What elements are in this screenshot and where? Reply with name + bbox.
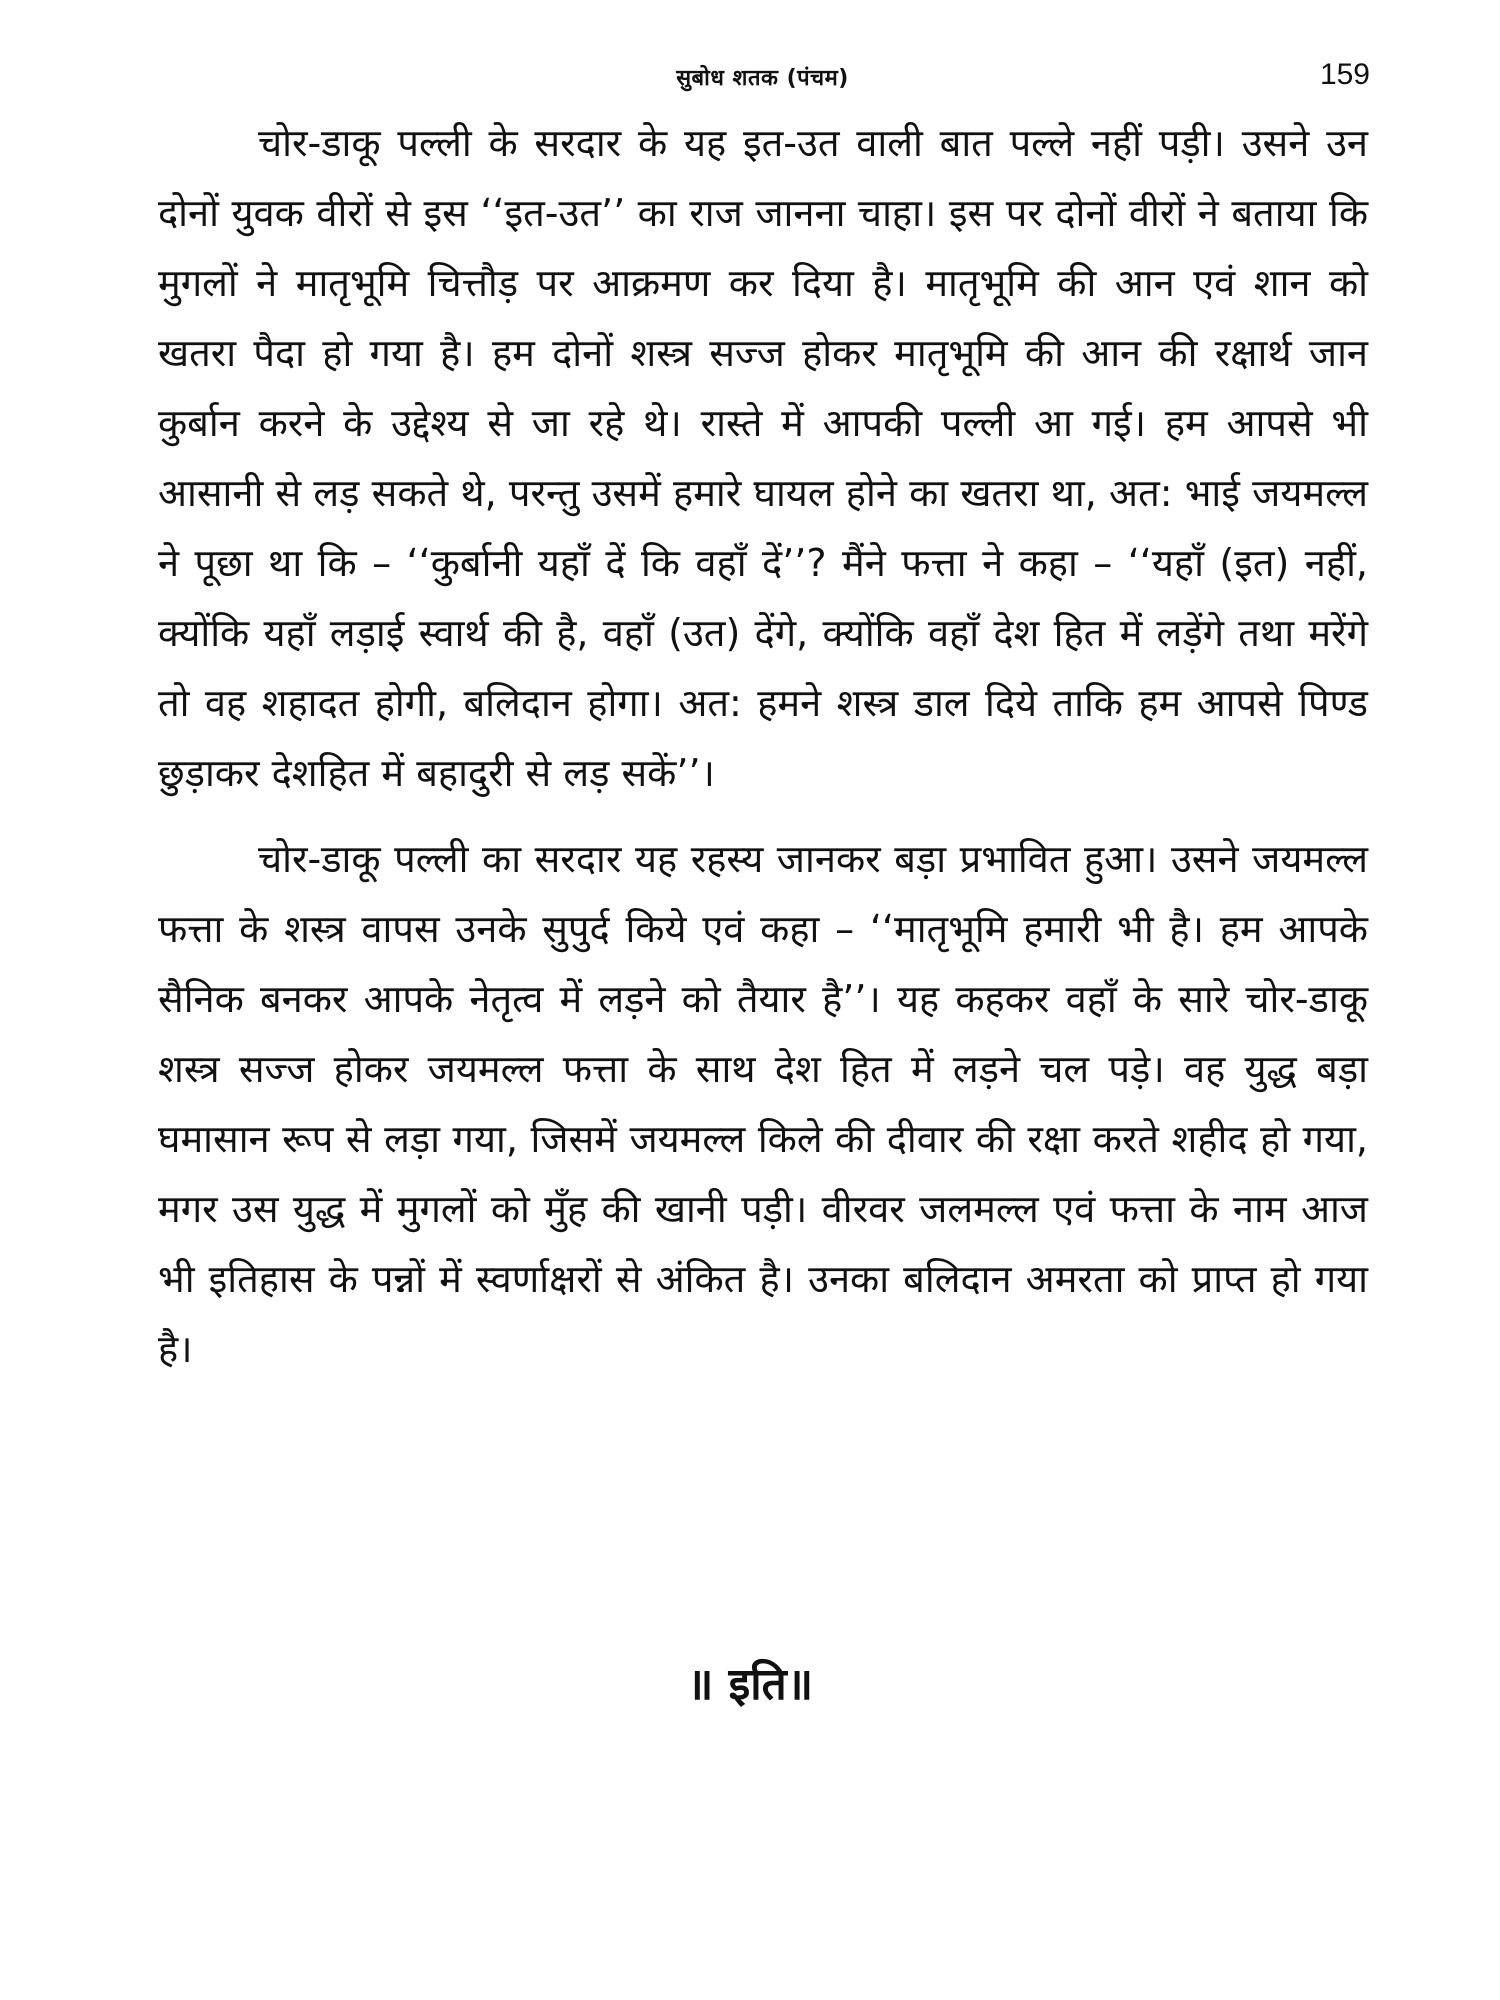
page-number: 159: [1319, 58, 1370, 91]
end-mark: ॥ इति॥: [686, 1659, 814, 1710]
body-text: [158, 108, 1368, 1384]
running-header: [155, 58, 1370, 98]
paragraph: चोर-डाकू पल्ली का सरदार यह रहस्य जानकर बड़ा प्रभावित हुआ। उसने जयमल्ल फत्ता के शस्त्र वापस उनके सुपुर्द किये एवं कहा – ‘‘मातृभूमि हमारी भी है। हम आपके सैनिक बनकर आपके नेतृत्व में लड़ने को तैयार है’’। यह कहकर वहाँ के सारे चोर-डाकू शस्त्र सज्ज होकर जयमल्ल फत्ता के साथ देश हित में लड़ने चल पड़े। वह युद्ध बड़ा घमासान रूप से लड़ा गया, जिसमें जयमल्ल किले की दीवार की रक्षा करते शहीद हो गया, मगर उस युद्ध में मुगलों को मुँह की खानी पड़ी। वीरवर जलमल्ल एवं फत्ता के नाम आज भी इतिहास के पन्नों में स्वर्णाक्षरों से अंकित है। उनका बलिदान अमरता को प्राप्त हो गया है।: [158, 837, 1368, 1371]
paragraph: चोर-डाकू पल्ली के सरदार के यह इत-उत वाली बात पल्ले नहीं पड़ी। उसने उन दोनों युवक वीरों से इस ‘‘इत-उत’’ का राज जानना चाहा। इस पर दोनों वीरों ने बताया कि मुगलों ने मातृभूमि चित्तौड़ पर आक्रमण कर दिया है। मातृभूमि की आन एवं शान को खतरा पैदा हो गया है। हम दोनों शस्त्र सज्ज होकर मातृभूमि की आन की रक्षार्थ जान कुर्बान करने के उद्देश्य से जा रहे थे। रास्ते में आपकी पल्ली आ गई। हम आपसे भी आसानी से लड़ सकते थे, परन्तु उसमें हमारे घायल होने का खतरा था, अत: भाई जयमल्ल ने पूछा था कि – ‘‘कुर्बानी यहाँ दें कि वहाँ दें’’? मैंने फत्ता ने कहा – ‘‘यहाँ (इत) नहीं, क्योंकि यहाँ लड़ाई स्वार्थ की है, वहाँ (उत) देंगे, क्योंकि वहाँ देश हित में लड़ेंगे तथा मरेंगे तो वह शहादत होगी, बलिदान होगा। अत: हमने शस्त्र डाल दिये ताकि हम आपसे पिण्ड छुड़ाकर देशहित में बहादुरी से लड़ सकें’’।: [158, 121, 1368, 795]
running-title: सुबोध शतक (पंचम): [676, 66, 849, 91]
